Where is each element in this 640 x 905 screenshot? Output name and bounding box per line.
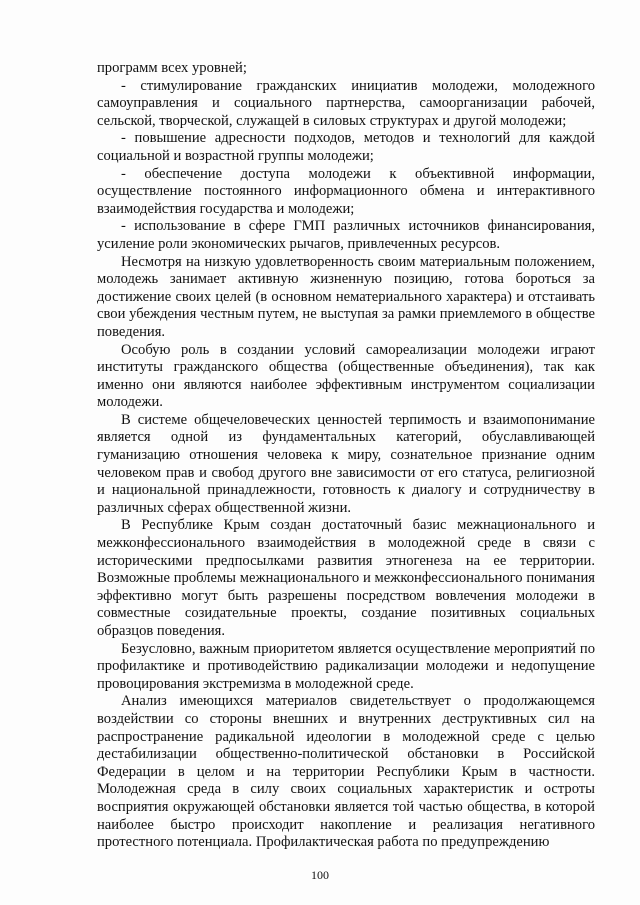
paragraph: В системе общечеловеческих ценностей терпимость и взаимопонимание является одной из фундаментальных категорий, обуславливающей гуманизацию отношения человека к миру, сознательное признание одним человеком прав и свобод другого вне зависимости от его статуса, религиозной и национальной принадлежности, готовность к диалогу и сотрудничеству в различных сферах общественной жизни. [97,411,595,516]
paragraph: Безусловно, важным приоритетом является осуществление мероприятий по профилактике и противодействию радикализации молодежи и недопущение провоцирования экстремизма в молодежной среде. [97,640,595,692]
page-number: 100 [311,868,329,882]
paragraph: программ всех уровней; [97,60,247,76]
paragraph: - повышение адресности подходов, методов и технологий для каждой социальной и возрастной группы молодежи; [97,130,595,164]
paragraph: - стимулирование гражданских инициатив молодежи, молодежного самоуправления и социального партнерства, самоорганизации рабочей, сельской, творческой, служащей в силовых структурах и другой молодежи; [97,77,595,129]
paragraph: В Республике Крым создан достаточный базис межнационального и межконфессионального взаимодействия в молодежной среде в связи с историческими предпосылками развития этногенеза на ее территории. Возможные проблемы межнационального и межконфессионального понимания эффективно могут быть разрешены посредством вовлечения молодежи в совместные созидательные проекты, создание позитивных социальных образцов поведения. [97,517,595,639]
body-text [97,60,595,852]
paragraph: Особую роль в создании условий самореализации молодежи играют институты гражданского общества (общественные объединения), так как именно они являются наиболее эффективным инструментом социализации молодежи. [97,341,595,411]
paragraph: - обеспечение доступа молодежи к объективной информации, осуществление постоянного информационного обмена и интерактивного взаимодействия государства и молодежи; [97,165,595,217]
paragraph: Несмотря на низкую удовлетворенность своим материальным положением, молодежь занимает активную жизненную позицию, готова бороться за достижение своих целей (в основном нематериального характера) и отстаивать свои убеждения честным путем, не выступая за рамки приемлемого в обществе поведения. [97,253,595,340]
paragraph: - использование в сфере ГМП различных источников финансирования, усиление роли экономических рычагов, привлеченных ресурсов. [97,218,595,252]
paragraph: Анализ имеющихся материалов свидетельствует о продолжающемся воздействии со стороны внешних и внутренних деструктивных сил на распространение радикальной идеологии в молодежной среде с целью дестабилизации общественно-политической обстановки в Российской Федерации в целом и на территории Республики Крым в частности. Молодежная среда в силу своих социальных характеристик и остроты восприятия окружающей обстановки является той частью общества, в которой наиболее быстро происходит накопление и реализация негативного протестного потенциала. Профилактическая работа по предупреждению [97,693,595,851]
